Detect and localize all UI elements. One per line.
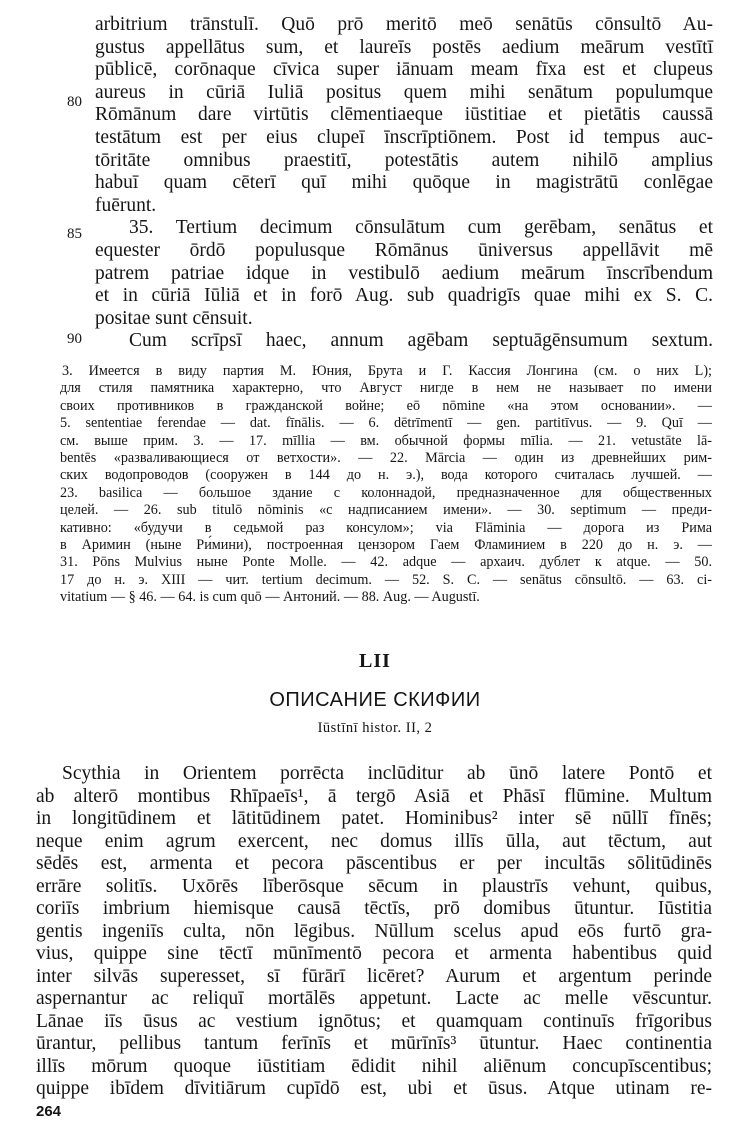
note-line: bentēs «разваливающиеся от ветхости». — 22. Mārcia — один из древнейших рим-	[60, 449, 712, 466]
text-line: arbitrium trānstulī. Quō prō meritō meō senātūs cōnsultō Au-	[95, 14, 713, 35]
note-line: 17 до н. э. XIII — чит. tertium decimum. — 52. S. C. — senātus cōnsultō. — 63. ci-	[60, 571, 712, 588]
note-line: в Аримин (ныне Ри́мини), построенная цензором Гаем Фламинием в 220 до н. э. —	[60, 536, 712, 553]
text-line: equester ōrdō populusque Rōmānus ūniversus appellāvit mē	[95, 239, 713, 261]
note-line: 31. Pōns Mulvius ныне Ponte Molle. — 42. adque — архаич. дублет к atque. — 50.	[60, 554, 712, 571]
note-line: vitatium — § 46. — 64. is cum quō — Антоний. — 88. Aug. — Augustī.	[60, 589, 480, 606]
text-line: pūblicē, corōnaque cīvica super iānuam meam fīxa est et clupeus	[95, 59, 713, 81]
commentary-notes	[60, 363, 712, 606]
text-line: fuērunt.	[95, 194, 157, 216]
text-line: Scythia in Orientem porrēcta inclūditur ab ūnō latere Pontō et	[62, 763, 712, 784]
latin-text-block	[95, 14, 713, 353]
text-line: illīs mōrum quoque iūstitiam ēdidit nihil aliēnum concupīscentibus;	[36, 1055, 712, 1077]
line-number: 85	[67, 226, 82, 242]
text-line: aspernantur ac reliquī mortālēs appetunt. Lacte ac melle vēscuntur.	[36, 988, 712, 1009]
note-line: см. выше прим. 3. — 17. mīllia — вм. обычной формы mīlia. — 21. vetustāte lā-	[60, 432, 712, 449]
text-line: sēdēs est, armenta et pecora pāscentibus er per incultās sōlitūdinēs	[36, 853, 712, 874]
text-line: vius, quippe sine tēctī mūnīmentō pecora et armenta habentibus quid	[36, 943, 712, 964]
text-line: coriīs imbrium hiemisque causā tēctīs, prō domibus ūtuntur. Iūstitia	[36, 898, 712, 919]
text-line: inter silvās superesset, sī fūrārī licēret? Aurum et argentum perinde	[36, 965, 712, 987]
note-line: 23. basilica — большое здание с колоннадой, предназначенное для общественных	[60, 484, 712, 501]
text-line: Lānae iīs ūsus ac vestium ignōtus; et quamquam continuīs frīgoribus	[36, 1010, 712, 1032]
text-line: positae sunt cēnsuit.	[95, 307, 253, 329]
note-line: для стиля памятника характерно, что Август нигде в нем не называет по имени	[60, 380, 712, 397]
note-line: целей. — 26. sub titulō nōminis «с надписанием имени». — 30. septimum — преди-	[60, 502, 712, 519]
text-line: gustus appellātus sum, et laureīs postēs aedium meārum vestītī	[95, 36, 713, 58]
note-line: ских водопроводов (сооружен в 144 до н. э.), вода которого считалась лучшей. —	[60, 467, 712, 484]
text-line: habuī quam cēterī quī mihi quōque in magistrātū conlēgae	[95, 172, 713, 194]
chapter-title: ОПИСАНИЕ СКИФИИ	[269, 689, 481, 711]
text-line: quippe ibīdem dīvitiārum cupīdō est, ubi et ūsus. Atque utinam re-	[36, 1078, 712, 1099]
text-line: errāre solitīs. Uxōrēs līberōsque sēcum in plaustrīs vehunt, quibus,	[36, 875, 712, 897]
text-line: gentis ingeniīs culta, nōn lēgibus. Nūllum scelus apud eōs furtō gra-	[36, 920, 712, 942]
line-number: 90	[67, 331, 82, 347]
note-line: своих противников в гражданской войне; eō nōmine «на этом основании». —	[60, 397, 712, 414]
text-line: tōritāte omnibus praestitī, potestātis autem nihilō amplius	[95, 149, 713, 171]
line-number: 80	[67, 94, 82, 110]
text-line: in longitūdinem et lātitūdinem patet. Hominibus² inter sē nūllī fīnēs;	[36, 808, 712, 829]
text-line: 35. Tertium decimum cōnsulātum cum gerēbam, senātus et	[129, 217, 713, 239]
text-line: testātum est per eius clupeī īnscrīptiōnem. Post id tempus auc-	[95, 126, 713, 148]
note-line: 3. Имеется в виду партия М. Юния, Брута и Г. Кассия Лонгина (см. о них L);	[62, 363, 712, 379]
text-line: Cum scrīpsī haec, annum agēbam septuāgēnsumum sextum.	[129, 330, 713, 352]
text-line: aureus in cūriā Iuliā positus quem mihi senātum populumque	[95, 81, 713, 103]
text-line: patrem patriae idque in vestibulō aedium meārum īnscrībendum	[95, 262, 713, 284]
scythia-text-block	[36, 763, 712, 1101]
text-line: et in cūriā Iūliā et in forō Aug. sub quadrigīs quae mihi ex S. C.	[95, 285, 713, 307]
text-line: ab alterō montibus Rhīpaeīs¹, ā tergō Asiā et Phāsī flūmine. Multum	[36, 785, 712, 807]
chapter-number: LII	[359, 650, 391, 672]
text-line: Rōmānum dare virtūtis clēmentiaeque iūstitiae et pietātis caussā	[95, 104, 713, 126]
text-line: ūrantur, pellibus tantum ferīnīs et mūrīnīs³ ūtuntur. Haec continentia	[36, 1033, 712, 1054]
note-line: 5. sententiae ferendae — dat. fīnālis. — 6. dētrīmentī — gen. partitīvus. — 9. Quī —	[60, 415, 712, 432]
chapter-source: Iūstīnī histor. II, 2	[317, 720, 433, 736]
text-line: neque enim agrum exercent, nec domus illīs ūlla, aut tēctum, aut	[36, 830, 712, 852]
page-number: 264	[36, 1103, 62, 1120]
note-line: кативно: «будучи в седьмой раз консулом»; via Flāminia — дорога из Рима	[60, 519, 712, 536]
